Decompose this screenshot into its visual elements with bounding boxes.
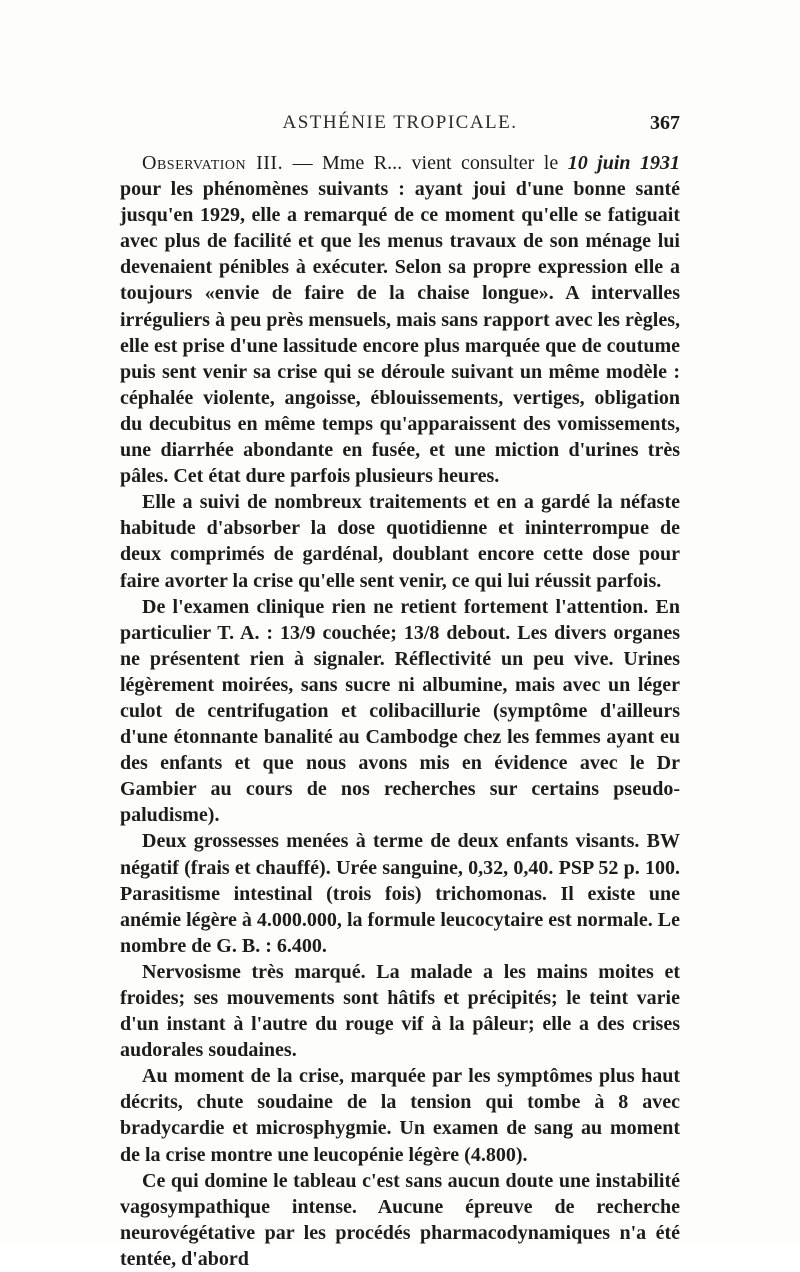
paragraph-conclusion: Ce qui domine le tableau c'est sans aucun doute une instabilité vagosympathique intense. Aucune épreuve de recherche neurovégétative par les procédés pharmacodynamiques n'a été tentée, d'abord	[120, 1169, 680, 1270]
paragraph-treatments: Elle a suivi de nombreux traitements et en a gardé la néfaste habitude d'absorber la dose quotidienne et ininterrompue de deux comprimés de gardénal, doublant encore cette dose pour faire avorter la crise qu'elle sent venir, ce qui lui réussit parfois.	[120, 491, 680, 592]
paragraph-clinical-exam: De l'examen clinique rien ne retient fortement l'attention. En particulier T. A. : 13/9 couchée; 13/8 debout. Les divers organes ne présentent rien à signaler. Réflectivité un peu vive. Urines légèrement moirées, sans sucre ni albumine, mais avec un léger culot de centrifugation et colibacillurie (symptôme d'ailleurs d'une étonnante banalité au Cambodge chez les femmes ayant eu des enfants et que nous avons mis en évidence avec le Dr Gambier au cours de nos recherches sur certains pseudo-paludisme).	[120, 595, 680, 827]
observation-text: pour les phénomènes suivants : ayant joui d'une bonne santé jusqu'en 1929, elle a remarqué de ce moment qu'elle se fatiguait avec plus de facilité et que les menus travaux de son ménage lui devenaient pénibles à exécuter. Selon sa propre expression elle a toujours «envie de faire de la chaise longue». A intervalles irréguliers à peu près mensuels, mais sans rapport avec les règles, elle est prise d'une lassitude encore plus marquée que de coutume puis sent venir sa crise qui se déroule suivant un même modèle : céphalée violente, angoisse, éblouissements, vertiges, obligation du decubitus en même temps qu'apparaissent des vomissements, une diarrhée abondante en fusée, et une miction d'urines très pâles. Cet état dure parfois plusieurs heures.	[120, 178, 680, 488]
observation-intro: — Mme R... vient consulter le	[283, 152, 568, 174]
paragraph-crisis: Au moment de la crise, marquée par les symptômes plus haut décrits, chute soudaine de la tension qui tombe à 8 avec bradycardie et microsphygmie. Un examen de sang au moment de la crise montre une leucopénie légère (4.800).	[120, 1065, 680, 1166]
observation-label: Observation III.	[142, 152, 284, 174]
page-number: 367	[650, 112, 680, 134]
paragraph-observation	[120, 150, 680, 489]
running-head: ASTHÉNIE TROPICALE.	[282, 112, 518, 133]
paragraph-pregnancies: Deux grossesses menées à terme de deux enfants visants. BW négatif (frais et chauffé). Urée sanguine, 0,32, 0,40. PSP 52 p. 100. Parasitisme intestinal (trois fois) trichomonas. Il existe une anémie légère à 4.000.000, la formule leucocytaire est normale. Le nombre de G. B. : 6.400.	[120, 830, 680, 957]
consultation-date: 10 juin 1931	[567, 152, 681, 174]
paragraph-nervosism: Nervosisme très marqué. La malade a les mains moites et froides; ses mouvements sont hâtifs et précipités; le teint varie d'un instant à l'autre du rouge vif à la pâleur; elle a des crises audorales soudaines.	[120, 960, 680, 1062]
page-header	[120, 112, 680, 142]
body-text	[120, 150, 680, 1272]
